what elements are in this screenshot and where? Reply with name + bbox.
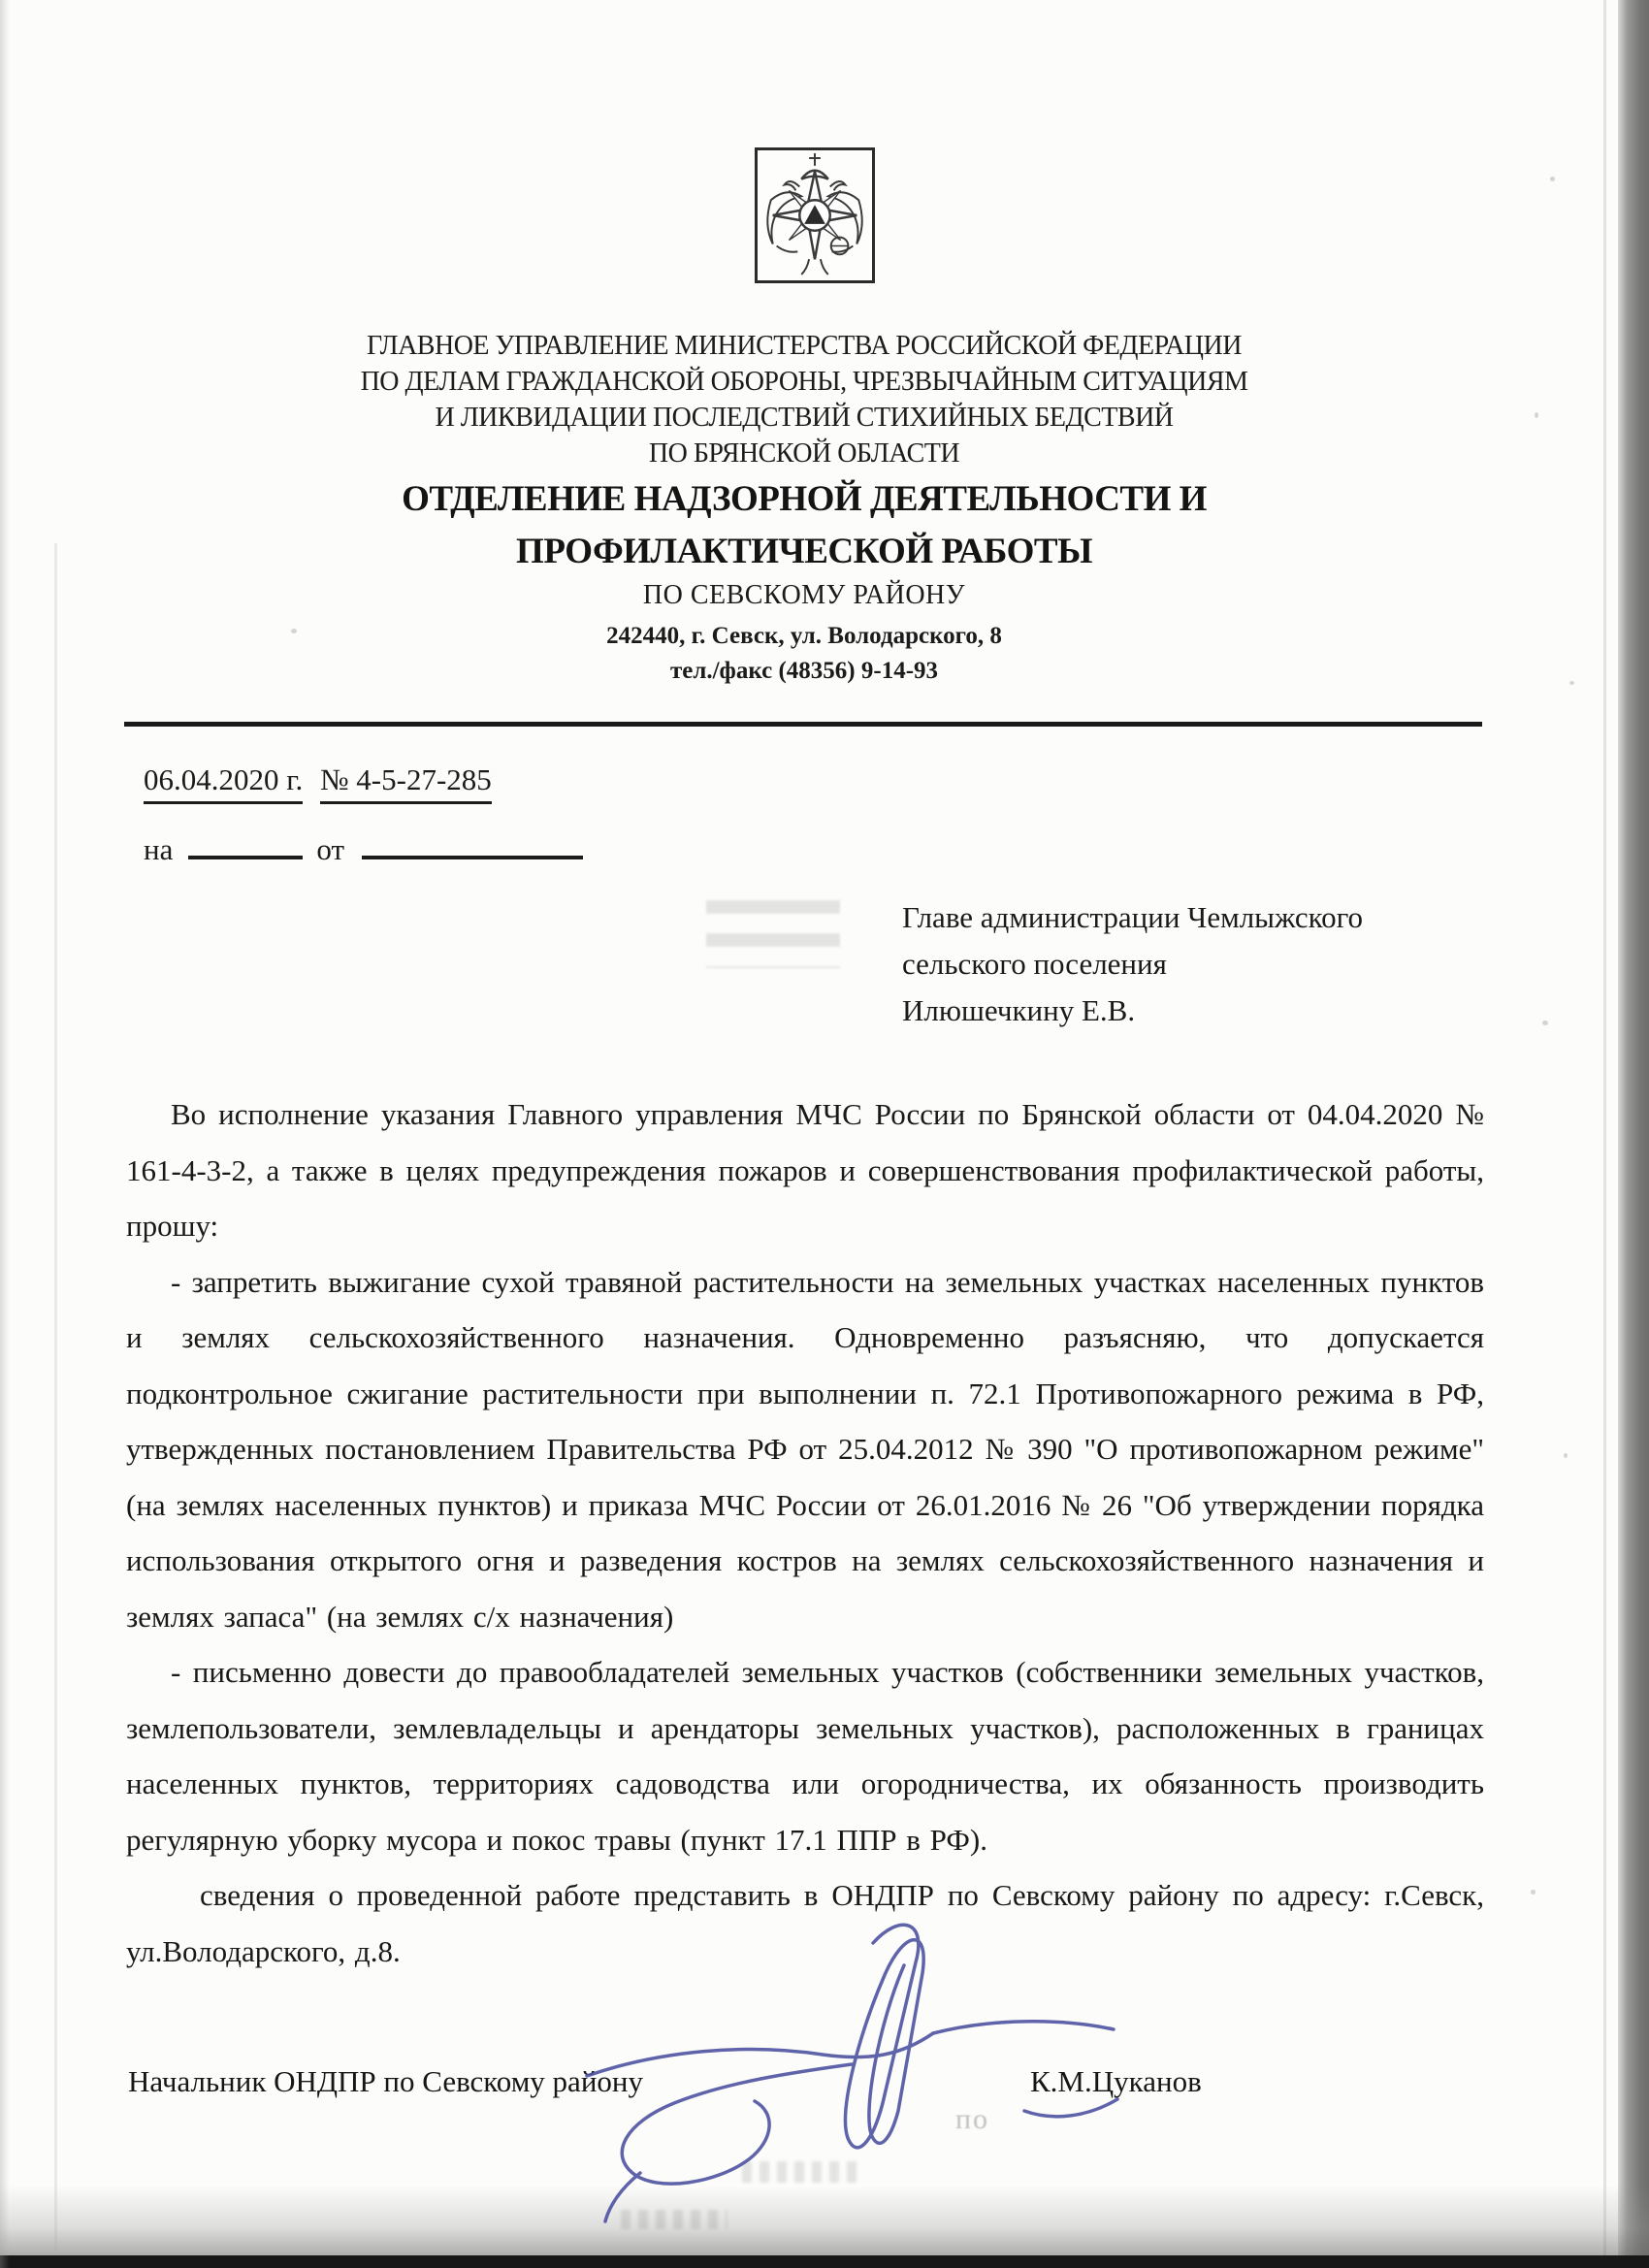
org-line: ГЛАВНОЕ УПРАВЛЕНИЕ МИНИСТЕРСТВА РОССИЙСКОЙ ФЕДЕРАЦИИ — [367, 331, 1242, 361]
body-paragraph: сведения о проведенной работе представить в ОНДПР по Севскому району по адресу: г.Севск, ул.Володарского, д.8. — [126, 1878, 1484, 1968]
recipient-line: Главе администрации Чемлыжского — [902, 900, 1364, 934]
letterhead-department-name — [126, 473, 1482, 578]
body-paragraph: - запретить выжигание сухой травяной растительности на земельных участках населенных пунктов и землях сельскохозяйственного назначения. Одновременно разъясняю, что допускается подконтрольное сжигание растительности при выполнении п. 72.1 Противопожарного режима в РФ, утвержденных постановлением Правительства РФ от 25.04.2012 № 390 "О противопожарном режиме" (на землях населенных пунктов) и приказа МЧС России от 26.01.2016 № 26 "Об утверждении порядка использования открытого огня и разведения костров на землях сельскохозяйственного назначения и землях запаса" (на землях с/х назначения) — [126, 1264, 1484, 1634]
scan-fold-streak — [54, 543, 57, 2251]
scan-speck — [1569, 681, 1574, 685]
letter-date: 06.04.2020 г. — [144, 762, 303, 804]
bleed-through-text — [706, 900, 840, 968]
recipient-block — [902, 894, 1363, 1034]
org-line: ПО БРЯНСКОЙ ОБЛАСТИ — [648, 438, 960, 469]
body-paragraph: - письменно довести до правообладателей земельных участков (собственники земельных участков, землепользователи, землевладельцы и арендаторы земельных участков), расположенных в границах населенных пунктов, территориях садоводства или огородничества, их обязанность производить регулярную уборку мусора и покос травы (пункт 17.1 ППР в РФ). — [126, 1655, 1484, 1857]
letterhead-district: ПО СЕВСКОМУ РАЙОНУ — [642, 580, 966, 610]
letterhead-org-name — [126, 328, 1482, 471]
ot-label: от — [316, 832, 344, 866]
scan-edge-right — [1618, 0, 1649, 2268]
letterhead-divider — [124, 722, 1482, 727]
scan-edge-shadow — [1603, 0, 1606, 2268]
scan-speck — [1542, 1021, 1548, 1025]
reply-reference-line — [144, 826, 583, 867]
letter-number: № 4-5-27-285 — [320, 762, 492, 804]
org-line: ПО ДЕЛАМ ГРАЖДАНСКОЙ ОБОРОНЫ, ЧРЕЗВЫЧАЙНЫМ СИТУАЦИЯМ — [360, 367, 1248, 397]
scan-speck — [1564, 1453, 1568, 1458]
na-blank-field — [188, 826, 303, 859]
scan-edge-left — [0, 0, 10, 2268]
recipient-line: сельского поселения — [902, 947, 1167, 981]
org-line: И ЛИКВИДАЦИИ ПОСЛЕДСТВИЙ СТИХИЙНЫХ БЕДСТВИЙ — [435, 403, 1174, 433]
scan-speck — [1550, 177, 1555, 181]
scan-speck — [1531, 1890, 1536, 1895]
signer-name: К.М.Цуканов — [1030, 2064, 1202, 2098]
body-paragraph: Во исполнение указания Главного управления МЧС России по Брянской области от 04.04.2020 № 161-4-3-2, а также в целях предупреждения пожаров и совершенствования профилактической работы, прошу: — [126, 1097, 1484, 1243]
letterhead-phone: тел./факс (48356) 9-14-93 — [669, 658, 939, 684]
scan-speck — [1535, 412, 1538, 418]
department-line: ПРОФИЛАКТИЧЕСКОЙ РАБОТЫ — [516, 532, 1092, 571]
letterhead-address: 242440, г. Севск, ул. Володарского, 8 — [606, 623, 1002, 649]
reference-line — [144, 762, 492, 797]
scan-edge-bottom-bar — [0, 2255, 1649, 2268]
na-label: на — [144, 832, 174, 866]
department-line: ОТДЕЛЕНИЕ НАДЗОРНОЙ ДЕЯТЕЛЬНОСТИ И — [402, 479, 1207, 519]
mchs-emblem-icon — [755, 147, 875, 283]
handwritten-signature — [582, 1919, 1135, 2239]
signer-position: Начальник ОНДПР по Севскому району — [128, 2064, 643, 2098]
ot-blank-field — [362, 826, 583, 859]
letter-body — [126, 1086, 1484, 1979]
recipient-line: Илюшечкину Е.В. — [902, 993, 1136, 1027]
bleed-through-word: по — [955, 2103, 990, 2135]
